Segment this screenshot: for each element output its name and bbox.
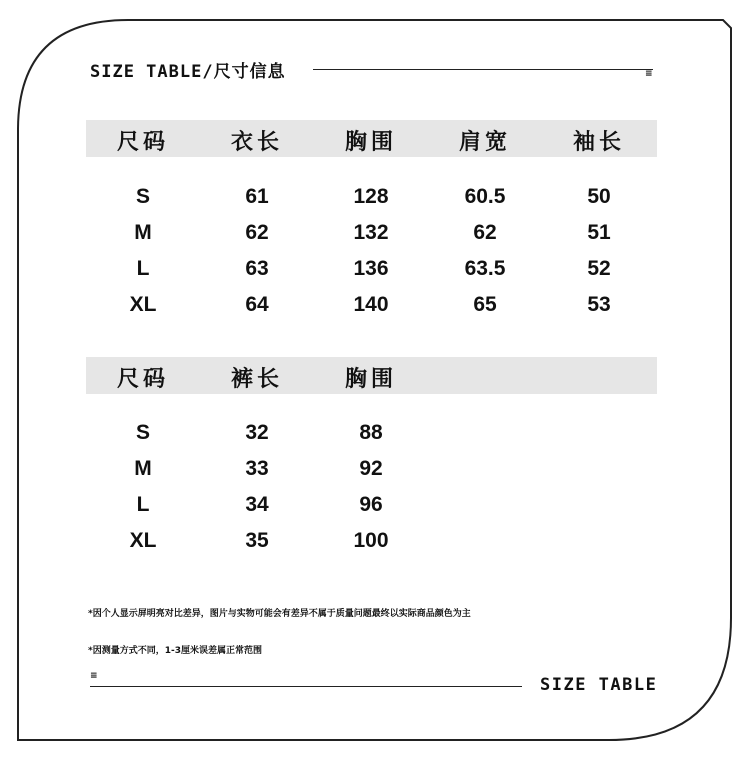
table-cell: L [136, 493, 150, 516]
table-row [0, 221, 755, 251]
table-cell: 51 [587, 221, 611, 244]
table-cell: 132 [353, 221, 389, 244]
table-cell: 100 [353, 529, 389, 552]
header-mark-icon: ≡ [645, 69, 653, 79]
footer-divider [90, 686, 522, 687]
note-color-disclaimer: *因个人显示屏明亮对比差异，图片与实物可能会有差异不属于质量问题最终以实际商品颜色为主 [88, 609, 471, 619]
table-cell: XL [129, 293, 157, 316]
table-cell: S [135, 185, 150, 208]
table-cell: 64 [245, 293, 269, 316]
table-cell: 140 [353, 293, 389, 316]
table-row [0, 293, 755, 323]
table-row [0, 493, 755, 523]
table-cell: 62 [473, 221, 497, 244]
table-cell: 63 [245, 257, 269, 280]
column-header: 胸围 [344, 129, 397, 155]
table-cell: 32 [245, 421, 269, 444]
top-table-header [86, 120, 657, 157]
column-header: 袖长 [572, 129, 625, 155]
column-header: 胸围 [344, 366, 397, 392]
column-header: 衣长 [230, 129, 283, 155]
table-cell: 96 [359, 493, 383, 516]
table-cell: 50 [587, 185, 611, 208]
table-row [0, 257, 755, 287]
bottom-table-header [86, 357, 657, 394]
table-cell: M [134, 457, 152, 480]
table-row [0, 457, 755, 487]
table-cell: 65 [473, 293, 497, 316]
page-title: SIZE TABLE/尺寸信息 [90, 62, 286, 82]
table-cell: 136 [353, 257, 389, 280]
table-cell: 52 [587, 257, 611, 280]
table-cell: 33 [245, 457, 269, 480]
table-cell: 35 [245, 529, 269, 552]
column-header: 裤长 [230, 366, 283, 392]
footer-mark-icon: ≡ [90, 671, 98, 681]
table-cell: 128 [353, 185, 389, 208]
table-row [0, 529, 755, 559]
table-cell: M [134, 221, 152, 244]
title-divider [313, 69, 653, 70]
table-cell: 88 [359, 421, 383, 444]
table-cell: 60.5 [464, 185, 506, 208]
table-cell: XL [129, 529, 157, 552]
note-measurement-disclaimer: *因测量方式不同，1-3厘米误差属正常范围 [88, 646, 262, 656]
table-cell: 53 [587, 293, 611, 316]
table-row [0, 185, 755, 215]
table-cell: 92 [359, 457, 383, 480]
column-header: 尺码 [116, 129, 169, 155]
table-cell: 34 [245, 493, 269, 516]
column-header: 尺码 [116, 366, 169, 392]
column-header: 肩宽 [458, 129, 511, 155]
table-row [0, 421, 755, 451]
table-cell: 62 [245, 221, 269, 244]
table-cell: 63.5 [464, 257, 506, 280]
table-cell: L [136, 257, 150, 280]
table-cell: S [135, 421, 150, 444]
table-cell: 61 [245, 185, 269, 208]
footer-title: SIZE TABLE [540, 675, 658, 695]
